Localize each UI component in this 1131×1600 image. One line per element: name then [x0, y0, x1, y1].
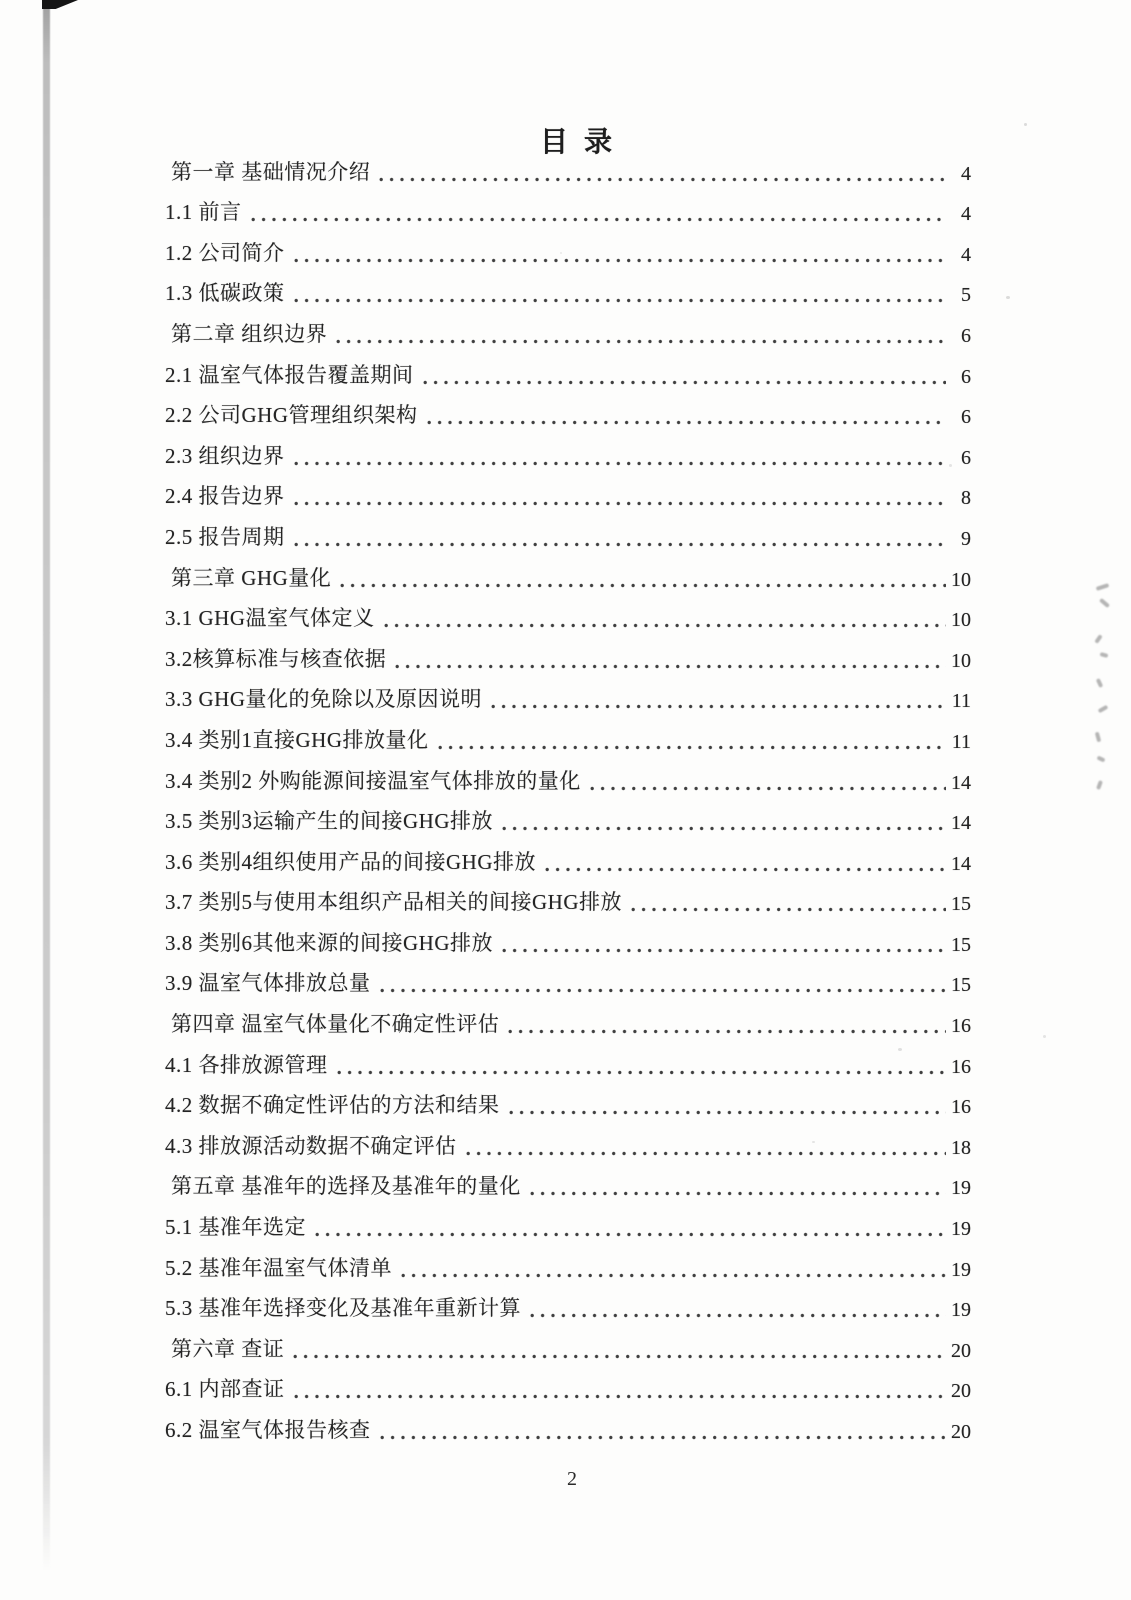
- dot-leader: [294, 297, 947, 304]
- toc-entry: [165, 1124, 971, 1165]
- dot-leader: [315, 1231, 946, 1238]
- toc-entry: [165, 515, 971, 556]
- toc-entry-label: 第五章 基准年的选择及基准年的量化: [171, 1174, 521, 1199]
- toc-entry-page-number: 6: [961, 324, 971, 347]
- bleed-mark: [1097, 755, 1106, 762]
- toc-entry-label: 3.1 GHG温室气体定义: [165, 606, 375, 631]
- toc-entry: [165, 800, 971, 841]
- bleed-mark: [1096, 780, 1103, 790]
- bleed-mark: [1096, 583, 1110, 591]
- toc-entry-page-number: 18: [951, 1136, 971, 1159]
- toc-entry: [165, 1408, 971, 1449]
- scan-corner-artifact: [42, 0, 78, 9]
- dot-leader: [395, 663, 946, 670]
- scan-speck: [1006, 296, 1010, 299]
- toc-entry-label: 3.3 GHG量化的免除以及原因说明: [165, 687, 482, 712]
- dot-leader: [508, 1028, 946, 1035]
- toc-entry: [165, 394, 971, 435]
- dot-leader: [294, 541, 947, 548]
- toc-entry-page-number: 16: [951, 1055, 971, 1078]
- toc-entry-label: 2.3 组织边界: [165, 443, 285, 468]
- dot-leader: [530, 1190, 946, 1197]
- toc-entry-page-number: 6: [961, 365, 971, 388]
- scan-speck: [1024, 123, 1027, 126]
- toc-entry-label: 4.3 排放源活动数据不确定评估: [165, 1133, 457, 1158]
- dot-leader: [502, 825, 946, 832]
- toc-entry-label: 3.9 温室气体排放总量: [165, 971, 371, 996]
- scan-speck: [812, 1141, 815, 1143]
- bleed-mark: [1094, 634, 1102, 644]
- dot-leader: [294, 460, 947, 467]
- toc-entry-page-number: 20: [951, 1380, 971, 1403]
- toc-entry-page-number: 15: [951, 974, 971, 997]
- toc-entry: [165, 434, 971, 475]
- toc-entry: [165, 353, 971, 394]
- toc-entry-page-number: 19: [951, 1299, 971, 1322]
- dot-leader: [427, 419, 947, 426]
- dot-leader: [294, 500, 947, 507]
- toc-entry-label: 第一章 基础情况介绍: [171, 159, 371, 184]
- dot-leader: [380, 987, 947, 994]
- toc-entry-page-number: 20: [951, 1339, 971, 1362]
- dot-leader: [251, 216, 947, 223]
- scan-speck: [898, 1048, 902, 1051]
- toc-entry: [165, 1084, 971, 1125]
- toc-entry-label: 2.4 报告边界: [165, 484, 285, 509]
- dot-leader: [380, 1434, 947, 1441]
- toc-entry: [165, 718, 971, 759]
- toc-entry-label: 5.3 基准年选择变化及基准年重新计算: [165, 1296, 521, 1321]
- bleed-mark: [1099, 598, 1110, 608]
- scan-speck: [560, 252, 562, 254]
- toc-entry-page-number: 19: [951, 1177, 971, 1200]
- dot-leader: [545, 866, 946, 873]
- toc-entry-page-number: 14: [951, 852, 971, 875]
- dot-leader: [466, 1150, 947, 1157]
- toc-entry-page-number: 19: [951, 1218, 971, 1241]
- toc-entry-label: 3.4 类别1直接GHG排放量化: [165, 727, 429, 752]
- toc-entry-label: 3.7 类别5与使用本组织产品相关的间接GHG排放: [165, 890, 622, 915]
- toc-entry-page-number: 10: [951, 609, 971, 632]
- toc-entry: [165, 962, 971, 1003]
- toc-entry-label: 3.2核算标准与核查依据: [165, 646, 387, 671]
- toc-entry-label: 3.4 类别2 外购能源间接温室气体排放的量化: [165, 768, 581, 793]
- dot-leader: [631, 906, 946, 913]
- dot-leader: [384, 622, 947, 629]
- toc-entry: [165, 1043, 971, 1084]
- dot-leader: [293, 1353, 946, 1360]
- dot-leader: [337, 1069, 947, 1076]
- toc-entry-page-number: 4: [961, 162, 971, 185]
- toc-entry-page-number: 15: [951, 893, 971, 916]
- toc-list: [165, 150, 971, 1449]
- toc-entry: [165, 272, 971, 313]
- toc-entry-page-number: 16: [951, 1015, 971, 1038]
- toc-entry: [165, 1368, 971, 1409]
- toc-entry-page-number: 20: [951, 1421, 971, 1443]
- scan-speck: [1043, 1035, 1046, 1038]
- toc-entry-label: 3.6 类别4组织使用产品的间接GHG排放: [165, 849, 536, 874]
- toc-entry-page-number: 16: [951, 1096, 971, 1119]
- toc-entry-page-number: 14: [951, 771, 971, 794]
- dot-leader: [336, 338, 946, 345]
- toc-entry: [165, 1205, 971, 1246]
- toc-entry-page-number: 5: [961, 284, 971, 307]
- toc-entry-label: 1.1 前言: [165, 200, 242, 225]
- scan-speck: [949, 464, 952, 467]
- toc-entry-label: 第四章 温室气体量化不确定性评估: [171, 1012, 500, 1037]
- bleed-mark: [1096, 678, 1103, 688]
- edge-bleed-marks: [1090, 585, 1116, 815]
- toc-entry-label: 6.1 内部查证: [165, 1377, 285, 1402]
- toc-entry-page-number: 6: [961, 406, 971, 429]
- toc-entry: [165, 881, 971, 922]
- toc-entry: [165, 150, 971, 191]
- toc-entry-label: 3.5 类别3运输产生的间接GHG排放: [165, 809, 493, 834]
- toc-entry-page-number: 4: [961, 243, 971, 266]
- bleed-mark: [1095, 732, 1101, 743]
- toc-entry-label: 1.3 低碳政策: [165, 281, 285, 306]
- toc-entry-label: 第六章 查证: [171, 1336, 285, 1361]
- toc-entry: [165, 637, 971, 678]
- toc-entry: [165, 231, 971, 272]
- toc-entry-label: 第二章 组织边界: [171, 321, 328, 346]
- dot-leader: [491, 703, 946, 710]
- toc-entry-label: 5.1 基准年选定: [165, 1215, 306, 1240]
- toc-entry: [165, 840, 971, 881]
- toc-entry-label: 2.2 公司GHG管理组织架构: [165, 403, 418, 428]
- toc-entry-page-number: 8: [961, 487, 971, 510]
- bleed-mark: [1100, 652, 1109, 658]
- toc-entry: [165, 191, 971, 232]
- dot-leader: [509, 1109, 947, 1116]
- toc-entry-label: 5.2 基准年温室气体清单: [165, 1255, 392, 1280]
- toc-entry: [165, 921, 971, 962]
- dot-leader: [294, 1393, 947, 1400]
- toc-entry: [165, 1002, 971, 1043]
- dot-leader: [530, 1312, 946, 1319]
- toc-entry: [165, 1165, 971, 1206]
- toc-entry-label: 4.2 数据不确定性评估的方法和结果: [165, 1093, 500, 1118]
- toc-entry-page-number: 19: [951, 1258, 971, 1281]
- toc-entry-page-number: 10: [951, 568, 971, 591]
- footer-page-number: 2: [567, 1468, 577, 1490]
- dot-leader: [502, 947, 946, 954]
- toc-entry-page-number: 11: [951, 730, 971, 753]
- toc-entry-page-number: 10: [951, 649, 971, 672]
- toc-entry: [165, 1246, 971, 1287]
- page-title: 目录: [539, 127, 628, 158]
- bleed-mark: [1098, 705, 1109, 713]
- toc-entry-page-number: 6: [961, 446, 971, 469]
- toc-entry-label: 1.2 公司简介: [165, 240, 285, 265]
- dot-leader: [379, 176, 946, 183]
- toc-entry-label: 第三章 GHG量化: [171, 565, 332, 590]
- dot-leader: [294, 257, 947, 264]
- toc-entry-page-number: 4: [961, 203, 971, 226]
- toc-entry-label: 2.1 温室气体报告覆盖期间: [165, 362, 414, 387]
- toc-entry: [165, 312, 971, 353]
- dot-leader: [423, 379, 947, 386]
- toc-entry: [165, 759, 971, 800]
- toc-entry-page-number: 9: [961, 527, 971, 550]
- dot-leader: [590, 785, 946, 792]
- toc-entry-page-number: 11: [951, 690, 971, 713]
- dot-leader: [438, 744, 947, 751]
- toc-entry-label: 4.1 各排放源管理: [165, 1052, 328, 1077]
- toc-entry: [165, 678, 971, 719]
- dot-leader: [340, 582, 946, 589]
- toc-entry-label: 3.8 类别6其他来源的间接GHG排放: [165, 930, 493, 955]
- toc-entry: [165, 1327, 971, 1368]
- toc-entry-label: 6.2 温室气体报告核查: [165, 1418, 371, 1442]
- toc-entry: [165, 475, 971, 516]
- toc-entry: [165, 597, 971, 638]
- dot-leader: [401, 1272, 946, 1279]
- toc-entry-page-number: 15: [951, 933, 971, 956]
- toc-entry-page-number: 14: [951, 812, 971, 835]
- scanner-fold-line: [43, 0, 50, 1570]
- toc-entry: [165, 1287, 971, 1328]
- toc-entry: [165, 556, 971, 597]
- toc-entry-label: 2.5 报告周期: [165, 524, 285, 549]
